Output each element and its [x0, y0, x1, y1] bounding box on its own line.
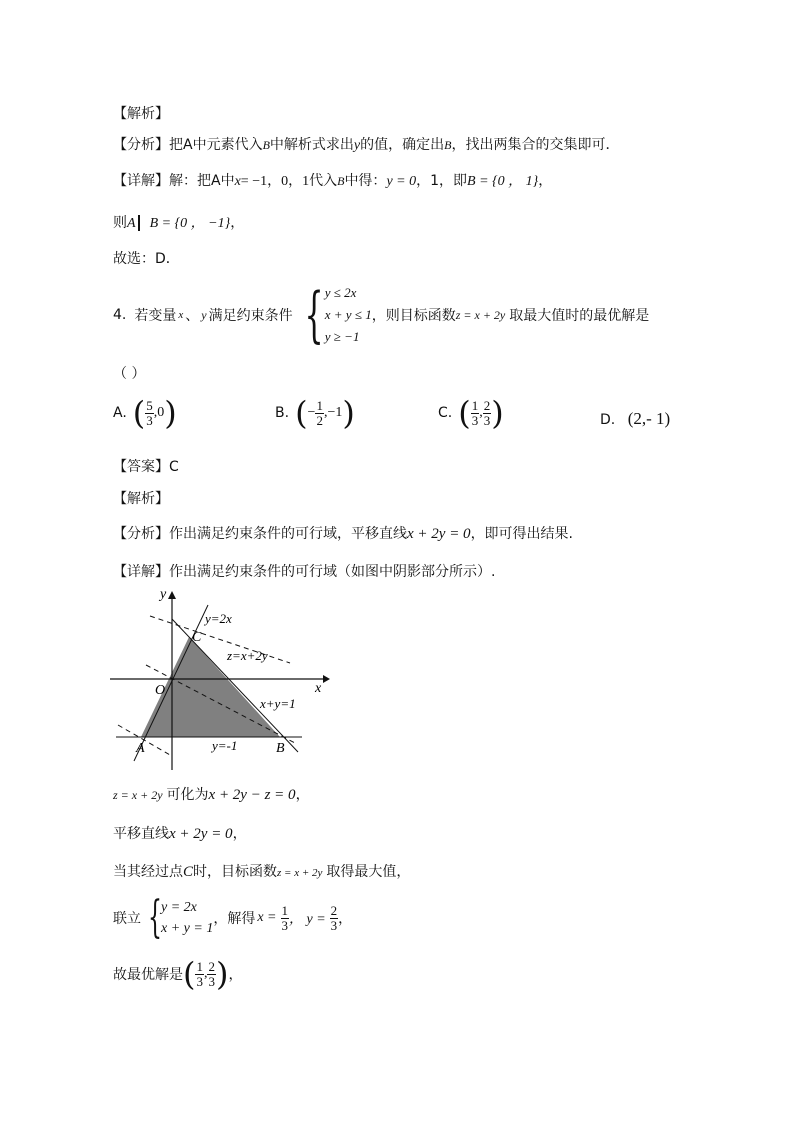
text: ，解得	[213, 911, 256, 927]
option-rest: ,0	[153, 405, 165, 420]
prev-analysis-line	[113, 134, 619, 154]
solution-line-solve	[113, 893, 352, 943]
paren-right: )	[342, 394, 355, 432]
equation-1: y = 2x	[161, 900, 197, 915]
prev-intersection-line	[113, 212, 244, 232]
label-point-B: B	[276, 741, 285, 756]
constraint-1: y ≤ 2x	[324, 285, 357, 300]
detail-tag: 【详解】	[113, 564, 169, 580]
numerator: 1	[316, 397, 323, 413]
text: 则	[113, 215, 127, 231]
fenxi-tag: 【分析】	[113, 526, 169, 542]
numerator: 1	[196, 958, 203, 974]
math-rewritten: x + 2y − z = 0	[208, 787, 296, 803]
solution-line-point-C	[113, 861, 410, 881]
solution-detail	[113, 561, 495, 581]
fraction	[330, 904, 339, 933]
solution-line-translate	[113, 823, 247, 843]
text: 可化为	[166, 787, 209, 803]
detail-tag: 【详解】	[113, 173, 169, 189]
label-axis-y: y	[160, 587, 167, 602]
feasible-region-figure	[110, 585, 340, 770]
math-y-eq: y = 0	[386, 174, 417, 189]
math-x-eq: x =	[257, 910, 277, 925]
math-y: y	[353, 138, 361, 153]
text: 作出满足约束条件的可行域，平移直线	[169, 526, 407, 542]
option-label: D.	[600, 412, 616, 428]
option-label: C.	[438, 405, 453, 421]
prev-detail-line	[113, 170, 552, 190]
constraint-system	[325, 282, 372, 348]
numerator: 2	[330, 902, 338, 918]
denominator: 3	[471, 412, 479, 428]
numerator: 2	[208, 958, 215, 974]
text: ，	[230, 215, 245, 231]
text: 取最大值时的最优解是	[509, 308, 650, 324]
equation-system	[161, 897, 213, 939]
label-origin: O	[155, 683, 166, 698]
denominator: 3	[281, 917, 288, 933]
answer-tag: 【答案】	[113, 459, 169, 475]
denominator: 3	[196, 973, 203, 989]
text: 故最优解是	[113, 967, 183, 983]
equation-2: x + y = 1	[161, 921, 214, 936]
label-objective: z=x+2y	[227, 648, 268, 663]
math-C: C	[183, 864, 194, 880]
fraction	[145, 399, 154, 428]
denominator: 3	[208, 973, 215, 989]
text: ，	[232, 826, 247, 842]
text: 若变量	[134, 308, 177, 324]
paren-right: )	[215, 955, 229, 993]
paren-right: )	[491, 394, 504, 432]
math-B: B	[337, 174, 345, 188]
math-line: x + 2y = 0	[407, 526, 471, 542]
text: 联立	[113, 911, 141, 927]
analysis-tag-2: 【解析】	[113, 491, 169, 507]
option-d	[600, 409, 670, 429]
brace-symbol: {	[304, 280, 324, 350]
label-x-plus-y-1: x+y=1	[260, 696, 296, 711]
solution-fenxi	[113, 523, 573, 543]
x-axis-arrow	[323, 675, 330, 683]
solution-line-optimal	[113, 955, 243, 993]
paren-right: )	[164, 394, 177, 432]
text: 把A中元素代入	[169, 137, 263, 153]
fenxi-tag: 【分析】	[113, 137, 169, 153]
fraction	[207, 960, 216, 989]
option-rest: ,−1	[323, 405, 343, 420]
denominator: 3	[483, 412, 491, 428]
fraction	[471, 399, 480, 428]
fraction	[195, 960, 204, 989]
text: 作出满足约束条件的可行域（如图中阴影部分所示）.	[169, 564, 496, 580]
math-B: B	[262, 138, 270, 152]
math-B: B	[444, 138, 452, 152]
y-axis-arrow	[168, 591, 176, 599]
label-point-C: C	[192, 630, 202, 645]
option-a	[113, 394, 177, 432]
math-set: B = {0 ， −1}	[149, 216, 231, 231]
numerator: 1	[471, 397, 479, 413]
answer-value: C	[169, 459, 179, 475]
constraint-3: y ≥ −1	[324, 329, 360, 344]
text: ，	[295, 787, 310, 803]
math-x: x	[234, 174, 241, 189]
text: 的值，确定出	[360, 137, 445, 153]
cap-symbol	[138, 215, 140, 231]
math-x: x	[178, 309, 184, 321]
fraction	[281, 904, 290, 933]
option-c	[438, 394, 504, 432]
math-objective: z = x + 2y	[277, 867, 323, 879]
paren-left: (	[183, 955, 196, 993]
math-values: = −1，0，1	[240, 174, 310, 189]
text: 中解析式求出	[269, 137, 354, 153]
question-number: 4.	[113, 307, 127, 323]
math-set-B: B = {0 ， 1}	[467, 174, 539, 189]
paren-left: (	[295, 394, 308, 432]
paren-left: (	[132, 394, 146, 432]
text: 满足约束条件	[208, 308, 293, 324]
text: ，即可得出结果.	[470, 526, 574, 542]
math-y: y	[201, 307, 207, 322]
numerator: 1	[281, 902, 288, 918]
text: ，1，即	[416, 173, 468, 189]
option-b	[275, 394, 355, 432]
option-label: A.	[113, 405, 127, 421]
fraction	[483, 399, 492, 428]
answer-blank: （ ）	[113, 366, 146, 382]
text: 解：把A中	[169, 173, 235, 189]
math-y-eq: ， y =	[289, 912, 326, 927]
numerator: 2	[483, 397, 491, 413]
text: 代入	[309, 173, 338, 189]
math-objective: z = x + 2y	[113, 788, 163, 802]
text: ，	[228, 967, 243, 983]
analysis-tag: 【解析】	[113, 106, 169, 122]
text: 取得最大值，	[326, 864, 411, 880]
text: 中得：	[344, 173, 387, 189]
label-y-2x: y=2x	[205, 611, 232, 626]
denominator: 2	[316, 412, 323, 428]
label-y-minus-1: y=-1	[212, 738, 238, 753]
text: ，	[338, 911, 353, 927]
denominator: 3	[330, 917, 338, 933]
prev-conclusion: 故选：D．	[113, 251, 180, 267]
text: 当其经过点	[113, 864, 183, 880]
label-point-A: A	[136, 741, 145, 756]
label-axis-x: x	[315, 681, 322, 696]
minus-sign: −	[307, 405, 316, 420]
paren-left: (	[458, 394, 471, 432]
text: 、	[185, 308, 200, 324]
text: 平移直线	[113, 826, 169, 842]
question-4	[113, 280, 649, 350]
comma: ,	[479, 405, 483, 420]
brace-symbol: {	[148, 892, 162, 943]
option-value: (2,- 1)	[627, 409, 671, 428]
solution-line-rewrite	[113, 784, 310, 804]
text: ，	[538, 173, 553, 189]
text: ，则目标函数	[371, 308, 456, 324]
numerator: 5	[146, 397, 153, 413]
option-label: B.	[275, 405, 290, 421]
constraint-2: x + y ≤ 1	[324, 307, 372, 322]
text: ，找出两集合的交集即可．	[451, 137, 620, 153]
text: 时，目标函数	[193, 864, 278, 880]
math-line: x + 2y = 0	[169, 826, 233, 842]
comma: ,	[203, 966, 208, 981]
answer-line	[113, 456, 179, 476]
fraction	[315, 399, 324, 428]
objective-function: z = x + 2y	[455, 307, 506, 322]
denominator: 3	[146, 412, 153, 428]
math-A: A	[127, 216, 136, 231]
